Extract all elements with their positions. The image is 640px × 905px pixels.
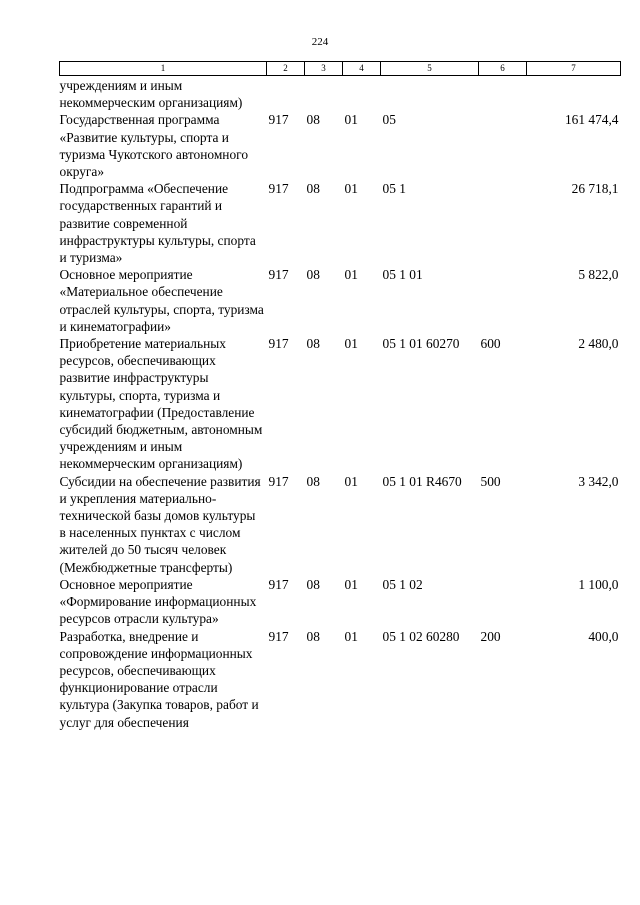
row-amount: 26 718,1 [571, 181, 619, 197]
row-amount [527, 76, 621, 112]
row-ministry: 917 [268, 473, 289, 489]
row-target: 05 1 01 R4670 [382, 473, 462, 489]
row-amount: 3 342,0 [578, 473, 619, 489]
table-row [60, 76, 621, 112]
table-row [60, 335, 621, 473]
table-row [60, 266, 621, 335]
row-target: 05 [382, 112, 396, 128]
row-section: 08 [306, 112, 320, 128]
row-ministry: 917 [268, 628, 289, 644]
row-name: Приобретение материальных ресурсов, обеспечивающих развитие инфраструктуры культуры, спорта, туризма и кинематографии (Предоставление субсидий бюджетным, автономным учреждениям и иным некоммерческим организациям) [59, 336, 263, 472]
row-name: Разработка, внедрение и сопровождение информационных ресурсов, обеспечивающих функционирование отрасли культура (Закупка товаров, работ и услуг для обеспечения [59, 628, 259, 730]
row-expense [479, 76, 527, 112]
row-target: 05 1 01 [382, 267, 423, 283]
row-target: 05 1 01 60270 [382, 336, 460, 352]
row-section: 08 [306, 473, 320, 489]
row-subsection: 01 [344, 628, 358, 644]
row-section: 08 [306, 628, 320, 644]
row-name: учреждениям и иным некоммерческим организациям) [59, 78, 243, 111]
row-amount: 1 100,0 [578, 576, 619, 592]
column-header-target: 5 [381, 62, 479, 76]
column-header-section: 3 [305, 62, 343, 76]
table-row [60, 576, 621, 628]
table-row [60, 628, 621, 731]
row-target: 05 1 [382, 181, 406, 197]
column-header-subsection: 4 [343, 62, 381, 76]
row-subsection: 01 [344, 473, 358, 489]
row-section: 08 [306, 181, 320, 197]
row-name: Подпрограмма «Обеспечение государственных гарантий и развитие современной инфраструктуры культуры, спорта и туризма» [59, 181, 256, 266]
row-section: 08 [306, 576, 320, 592]
row-subsection: 01 [344, 576, 358, 592]
table-row [60, 180, 621, 266]
row-target: 05 1 02 [382, 576, 423, 592]
column-header-name: 1 [60, 62, 267, 76]
row-ministry: 917 [268, 267, 289, 283]
row-ministry: 917 [268, 112, 289, 128]
row-expense [479, 111, 527, 180]
column-header-expense: 6 [479, 62, 527, 76]
row-name: Субсидии на обеспечение развития и укрепления материально-технической базы домов культуры в населенных пунктах с числом жителей до 50 тысяч человек (Межбюджетные трансферты) [59, 473, 261, 575]
row-ministry: 917 [268, 576, 289, 592]
row-subsection: 01 [344, 181, 358, 197]
row-name: Государственная программа «Развитие культуры, спорта и туризма Чукотского автономного округа» [59, 112, 249, 180]
column-header-amount: 7 [527, 62, 621, 76]
row-subsection: 01 [344, 112, 358, 128]
row-amount: 400,0 [588, 628, 619, 644]
row-ministry: 917 [268, 336, 289, 352]
row-section: 08 [306, 267, 320, 283]
row-subsection: 01 [344, 336, 358, 352]
row-section [305, 76, 343, 112]
row-expense [479, 266, 527, 335]
row-ministry [267, 76, 305, 112]
row-name: Основное мероприятие «Материальное обеспечение отраслей культуры, спорта, туризма и кинематографии» [59, 267, 264, 334]
page-number: 224 [311, 36, 329, 48]
row-expense: 200 [480, 628, 501, 644]
table-header-row [60, 62, 621, 76]
column-header-ministry: 2 [267, 62, 305, 76]
budget-table [59, 61, 621, 731]
row-subsection: 01 [344, 267, 358, 283]
row-subsection [343, 76, 381, 112]
row-expense: 500 [480, 473, 501, 489]
row-amount: 2 480,0 [578, 336, 619, 352]
row-target: 05 1 02 60280 [382, 628, 460, 644]
row-target [381, 76, 479, 112]
row-amount: 161 474,4 [564, 112, 619, 128]
row-expense [479, 576, 527, 628]
table-row [60, 111, 621, 180]
row-ministry: 917 [268, 181, 289, 197]
row-expense: 600 [480, 336, 501, 352]
row-amount: 5 822,0 [578, 267, 619, 283]
table-row [60, 473, 621, 576]
row-expense [479, 180, 527, 266]
row-name: Основное мероприятие «Формирование информационных ресурсов отрасли культура» [59, 576, 257, 627]
row-section: 08 [306, 336, 320, 352]
